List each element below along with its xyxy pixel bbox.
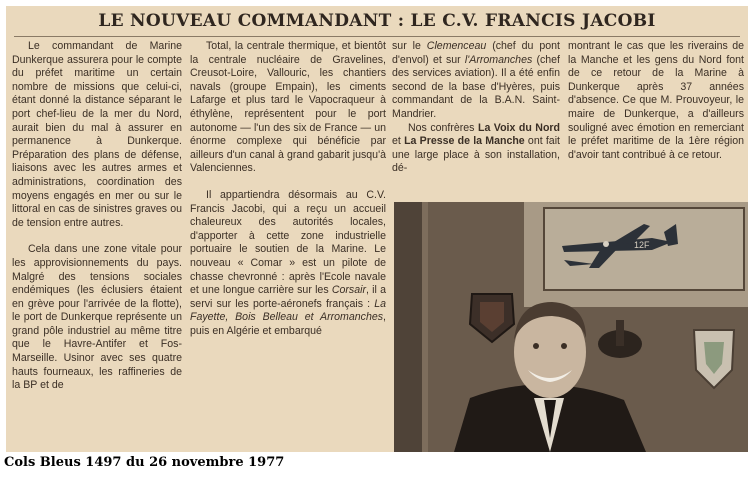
col2-p2-text-b: , il a servi sur les porte-aéronefs français :: [190, 284, 386, 310]
col4-paragraph-1: montrant le cas que les riverains de la Manche et les gens du Nord font de ce retour de la Marine à Dunkerque après 37 années d'absence. Ce que M. Prouvoyeur, le maire de Dunkerque, a d'ailleurs souligné avec émotion en remerciant le préfet maritime de la 1ère région d'avoir tant contribué à ce retour.: [568, 40, 744, 161]
col1-paragraph-1: Le commandant de Marine Dunkerque assurera pour le compte du préfet maritime un certain nombre de missions que celui-ci, étant donné la distance séparant le port chef-lieu de la mer du Nord, aurait bien du mal à assurer en permanence à Dunkerque. Préparation des plans de défense, liaisons avec les autres armes et administrations, coordination des moyens engagés en mer ou sur le littoral en cas de sinistres graves ou de tension entre autres.: [12, 40, 182, 229]
clemenceau-italic: Clemenceau: [426, 40, 487, 52]
headline: LE NOUVEAU COMMANDANT : LE C.V. FRANCIS JACOBI: [98, 11, 656, 31]
photo-scene: [394, 202, 748, 452]
col3-p1-text-b: (chef du pont d'envol) et sur: [392, 40, 560, 66]
col1-paragraph-2: Cela dans une zone vitale pour les approvisionnements du pays. Malgré des tensions sociales endémiques (les éclusiers étaient en grève pour l'arrivée de la flotte), le port de Dunkerque représente un grand pôle industriel au même titre que le Havre-Antifer et Fos-Marseille. Usinor avec ses quatre hauts fourneaux, les raffineries de la BP et de: [12, 243, 182, 392]
column-3: [392, 40, 560, 176]
portrait-photo: [394, 202, 748, 452]
source-caption: Cols Bleus 1497 du 26 novembre 1977: [4, 455, 285, 470]
col3-paragraph-1: [392, 40, 560, 122]
ships-italic: La Fayette, Bois Belleau et Arromanches: [190, 297, 386, 324]
voix-du-nord-bold: La Voix du Nord: [477, 121, 561, 134]
col3-paragraph-2: [392, 122, 560, 176]
col3-p2-text-b: et: [392, 135, 405, 148]
column-1: [12, 40, 182, 393]
headline-rule: [14, 36, 740, 37]
col2-paragraph-2: [190, 189, 386, 339]
col2-p2-text-a: Il appartiendra désormais au C.V. Francis Jacobi, qui a reçu un accueil chaleureux des autorités locales, d'apporter à cette zone industrielle portuaire le soutien de la Marine. Le nouveau « Comar » est un pilote de chasse chevronné : après l'Ecole navale et une longue carrière sur les: [190, 188, 386, 297]
col3-p2-text-c: ont fait une large place à son installation, dé-: [392, 135, 560, 175]
column-2: [190, 40, 386, 338]
col3-p2-text-a: Nos confrères: [408, 121, 478, 134]
newspaper-clipping: [6, 6, 748, 452]
presse-manche-bold: La Presse de la Manche: [404, 135, 525, 148]
plane-marking: 12F: [634, 240, 650, 250]
column-4: [568, 40, 744, 162]
arromanches-italic: l'Arromanches: [464, 53, 533, 66]
col2-paragraph-1: Total, la centrale thermique, et bientôt la centrale nucléaire de Gravelines, Creusot-Loire, Vallouric, les chantiers navals (groupe Empain), les ciments Lafarge et plus tard le Vapocraqueur à éthylène, représentent pour le port autonome — l'un des six de France — un énorme complexe qui bénéficie par ailleurs d'un canal à grand gabarit jusqu'à Valenciennes.: [190, 40, 386, 175]
col2-p2-text-c: , puis en Algérie et embarqué: [190, 311, 386, 337]
col3-p1-text-c: (chef des services aviation). Il a été enfin second de la base d'Hyères, puis commandant de la B.A.N. Saint-Mandrier.: [392, 53, 561, 120]
col3-p1-text-a: sur le: [392, 40, 427, 52]
corsair-italic: Corsair: [331, 284, 366, 297]
